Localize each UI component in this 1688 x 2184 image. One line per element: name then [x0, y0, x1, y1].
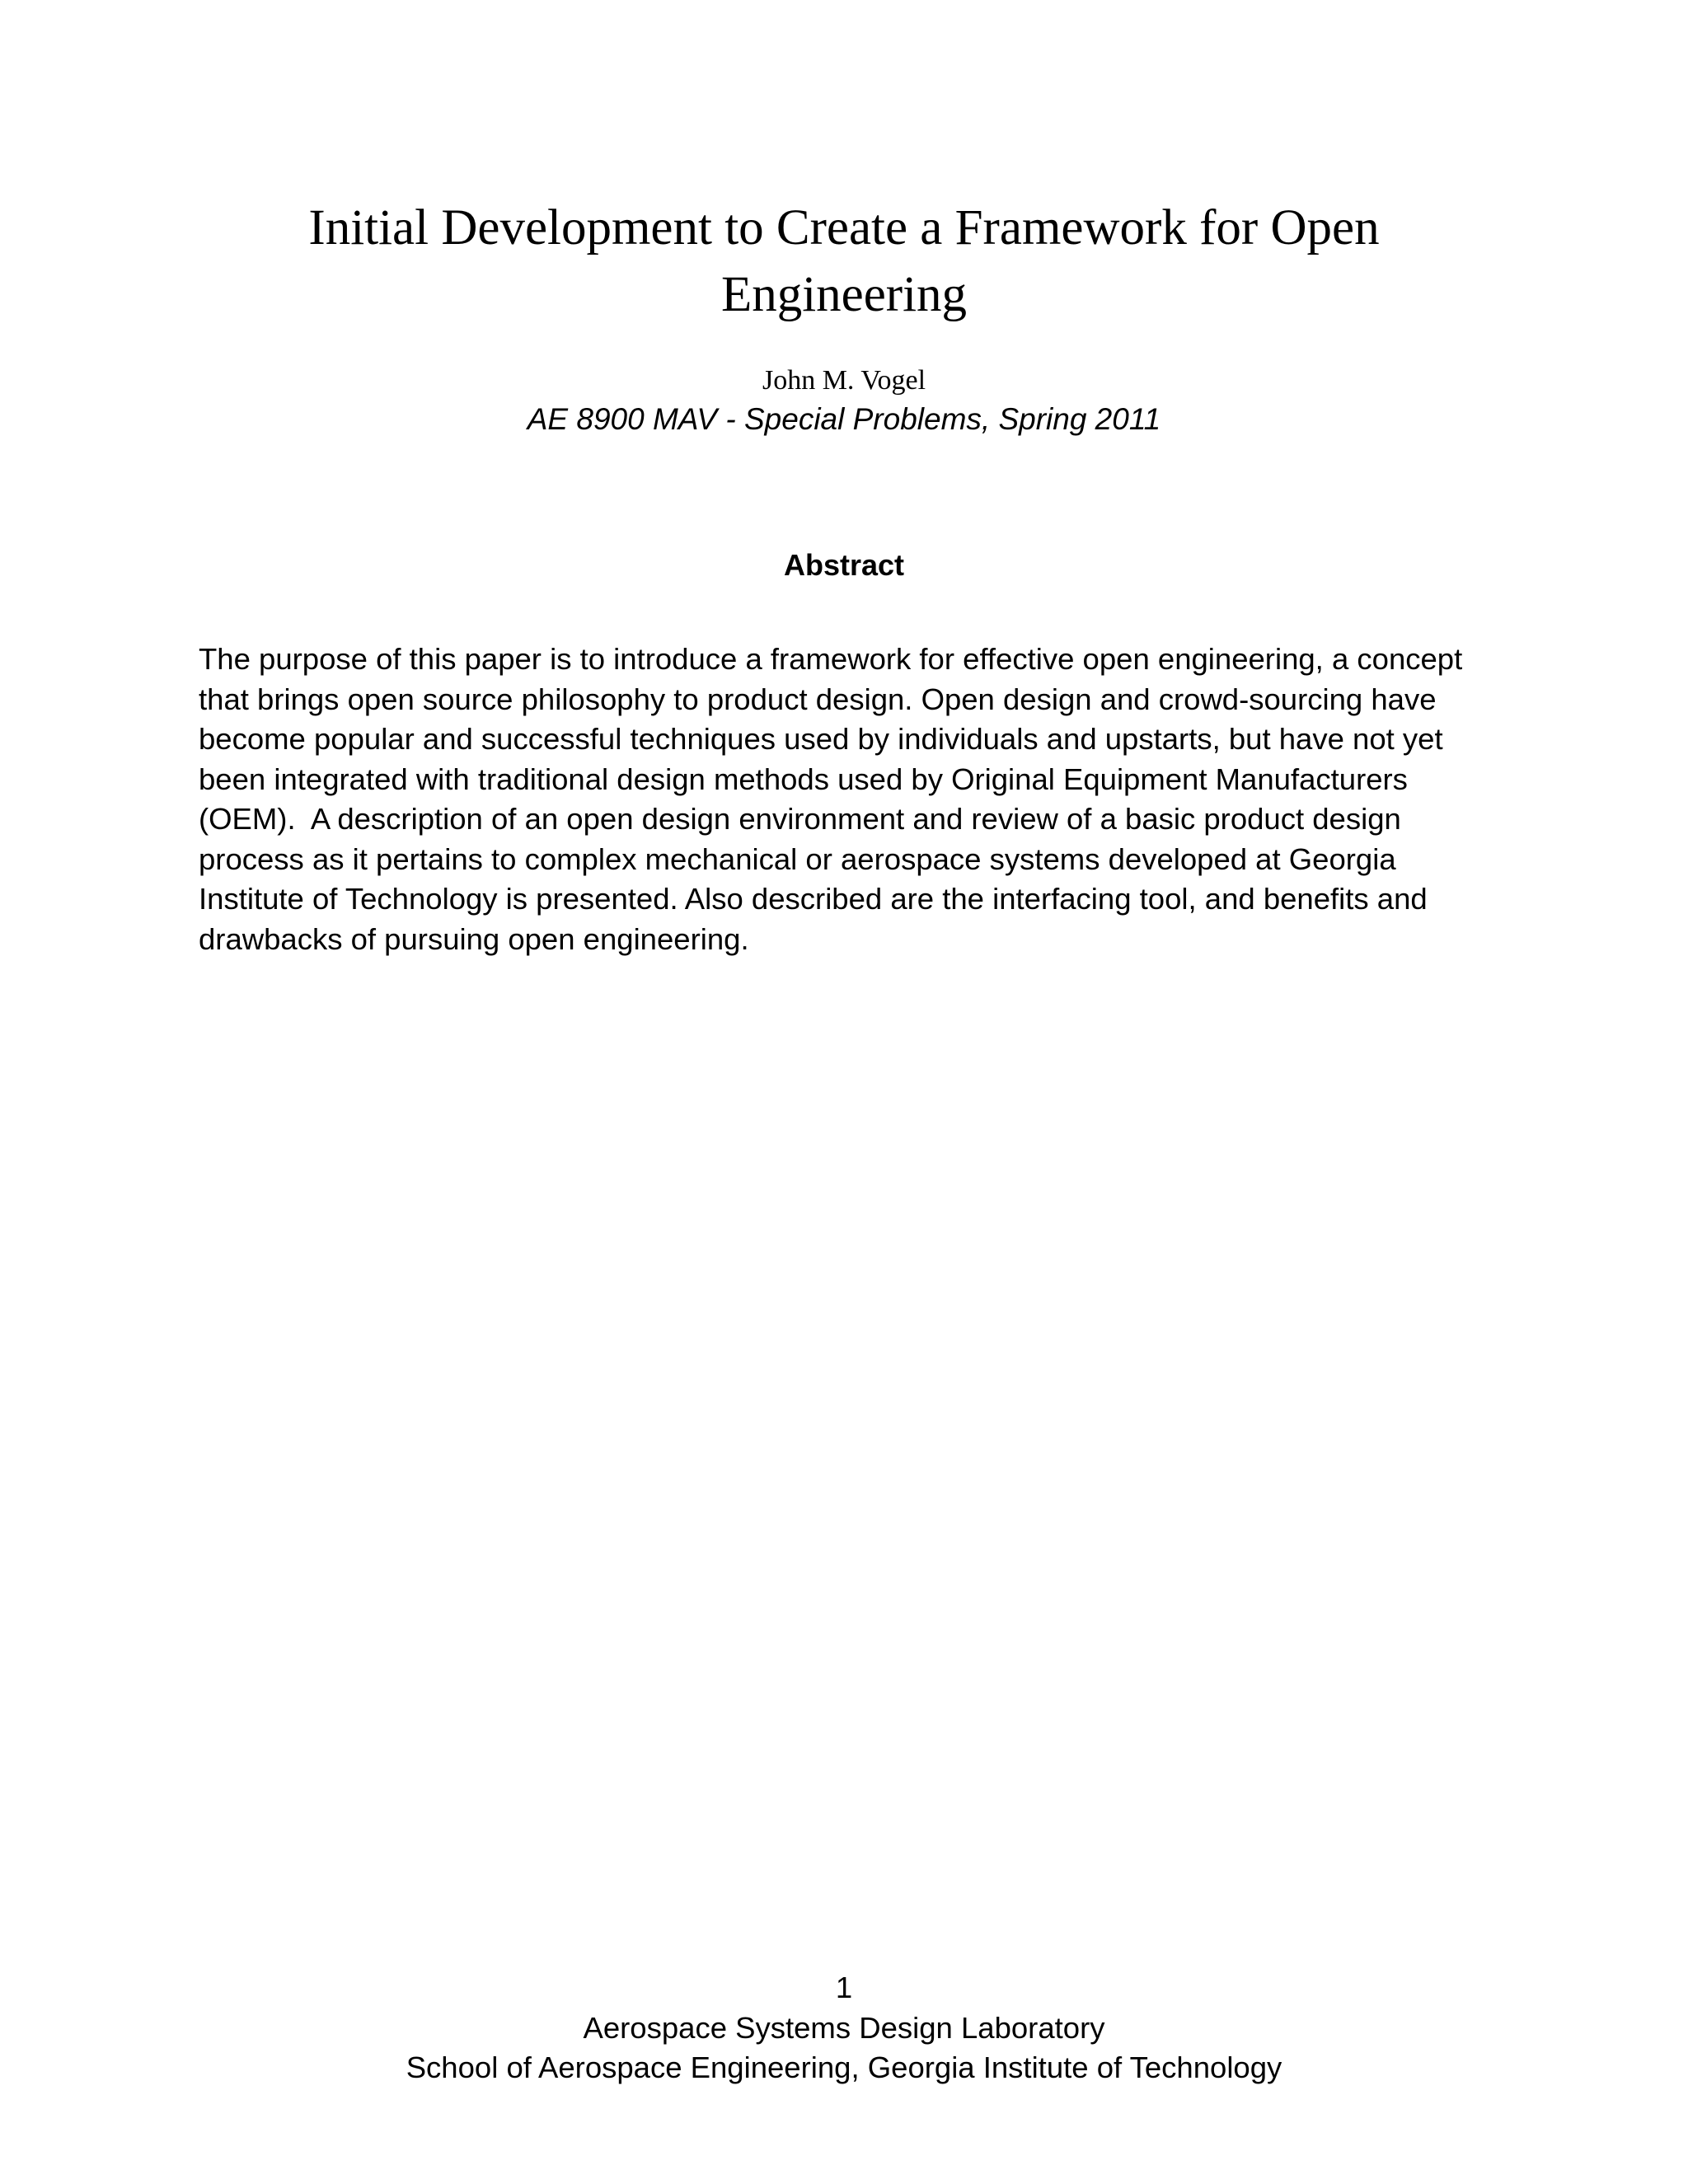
abstract-line: become popular and successful techniques used by individuals and upstarts, but have not yet: [199, 722, 1443, 756]
page-footer: [0, 1968, 1688, 2088]
footer-school: School of Aerospace Engineering, Georgia Institute of Technology: [406, 2050, 1282, 2084]
abstract-line: The purpose of this paper is to introduce a framework for effective open engineering, a concept: [199, 642, 1463, 676]
course-info: AE 8900 MAV - Special Problems, Spring 2011: [527, 402, 1161, 436]
abstract-line: process as it pertains to complex mechanical or aerospace systems developed at Georgia: [199, 841, 1396, 876]
abstract-line: that brings open source philosophy to product design. Open design and crowd-sourcing have: [199, 682, 1437, 716]
abstract-line: Institute of Technology is presented. Also described are the interfacing tool, and benefits and: [199, 882, 1428, 916]
paper-title-line-1: Initial Development to Create a Framework for Open: [308, 200, 1380, 255]
page-number: 1: [835, 1971, 853, 2004]
abstract-line: drawbacks of pursuing open engineering.: [199, 921, 749, 956]
abstract-line: been integrated with traditional design methods used by Original Equipment Manufacturers: [199, 762, 1408, 796]
footer-lab: Aerospace Systems Design Laboratory: [583, 2010, 1105, 2045]
paper-title: [264, 194, 1424, 328]
abstract-body: [199, 640, 1501, 959]
abstract-heading: Abstract: [783, 548, 905, 582]
abstract-line: (OEM). A description of an open design environment and review of a basic product design: [199, 802, 1401, 836]
author-name: John M. Vogel: [762, 365, 926, 396]
paper-title-line-2: Engineering: [720, 267, 968, 322]
